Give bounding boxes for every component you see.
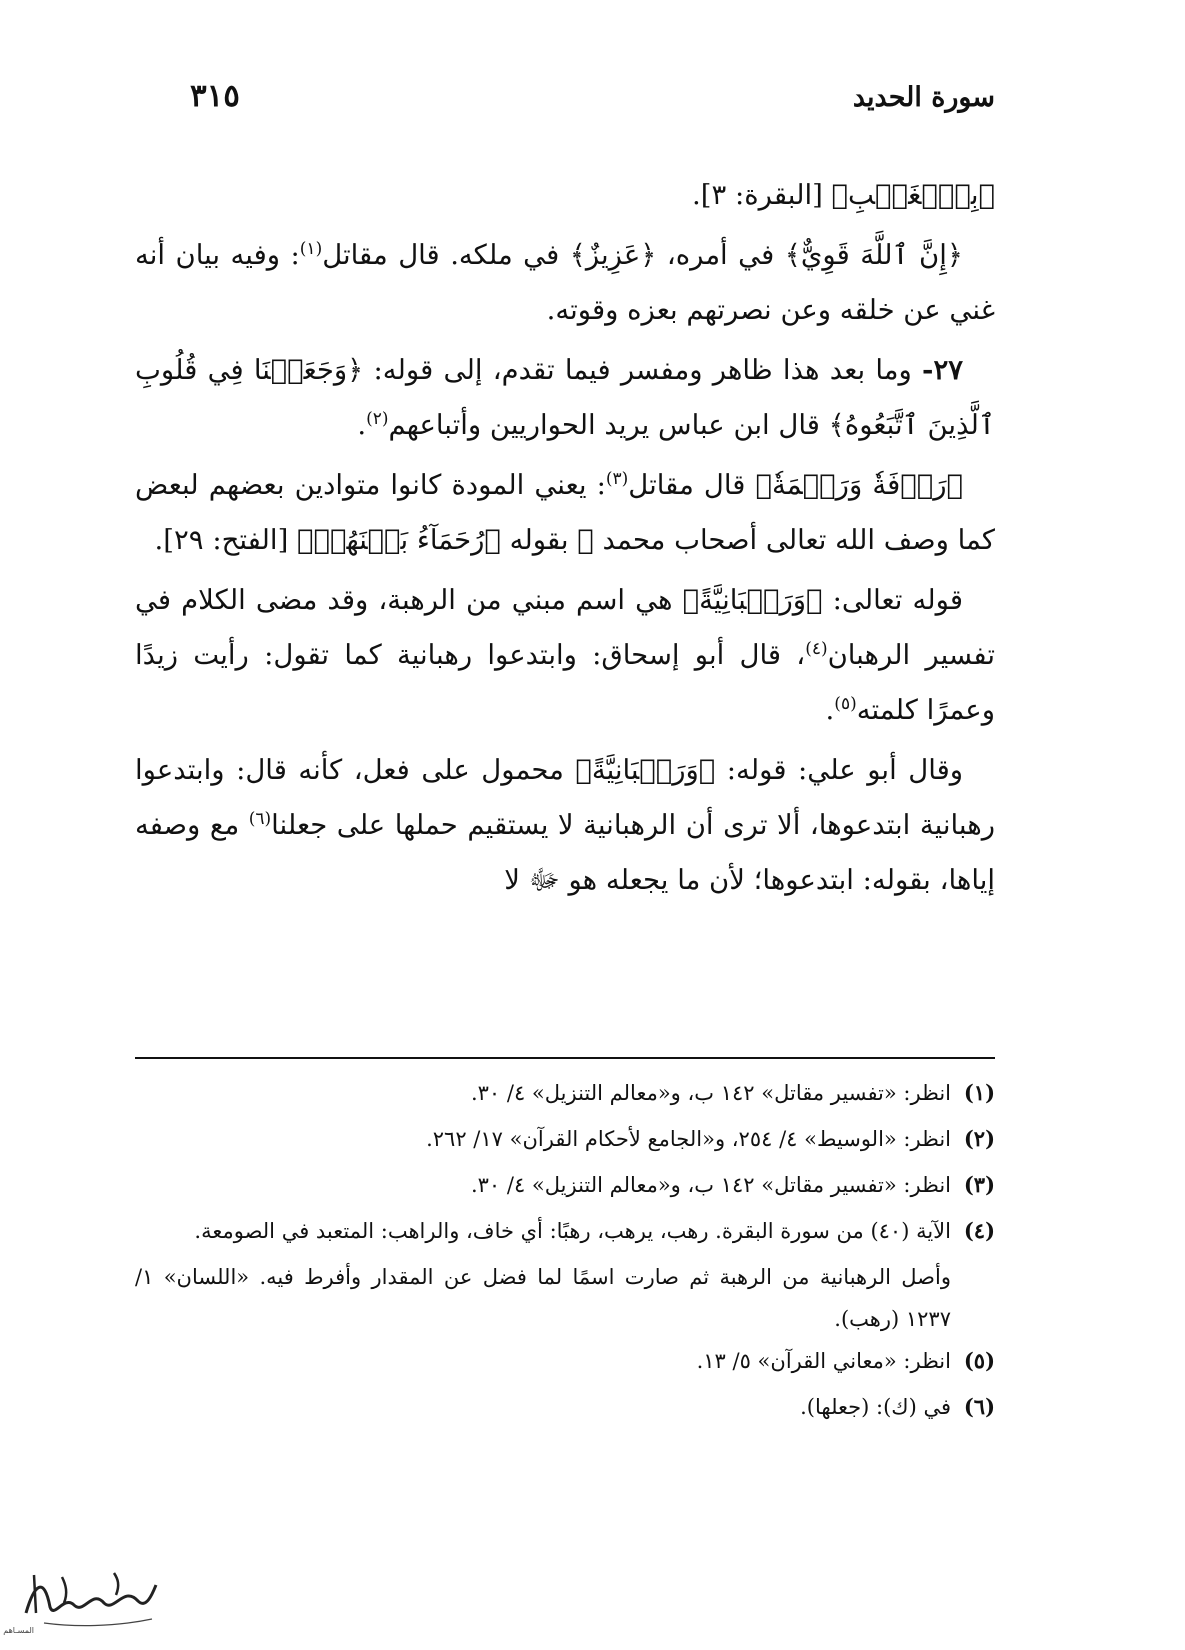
page-header — [190, 78, 995, 122]
paragraph-5-text-c: . — [825, 694, 835, 726]
footnote-1 — [135, 1072, 995, 1114]
footnote-ref-2[interactable]: (٢) — [366, 408, 389, 429]
footnote-number: (٤) — [963, 1218, 995, 1243]
paragraph-3-text-b: . — [357, 409, 367, 441]
paragraph-3-text-a: وما بعد هذا ظاهر ومفسر فيما تقدم، إلى قوله: ﴿وَجَعَلۡنَا فِي قُلُوبِ ٱلَّذِينَ ٱتَّبَعُوهُ﴾ قال ابن عباس يريد الحواريين وأتباعهم — [135, 354, 995, 441]
footnote-number: (٣) — [963, 1172, 995, 1197]
paragraph-2 — [135, 228, 995, 338]
paragraph-3 — [135, 343, 995, 453]
verse-number: ٢٧- — [922, 354, 963, 386]
footnote-5 — [135, 1340, 995, 1382]
paragraph-5-text-a: قوله تعالى: ﴿وَرَهۡبَانِيَّةً﴾ هي اسم مبني من الرهبة، وقد مضى الكلام في تفسير الرهبان — [135, 584, 995, 671]
footnote-3 — [135, 1164, 995, 1206]
paragraph-4-text-b: : يعني المودة كانوا متوادين بعضهم لبعض كما وصف الله تعالى أصحاب محمد ﷺ بقوله ﴿رُحَمَآءُ بَيۡنَهُمۡ﴾ [الفتح: ٢٩]. — [135, 469, 995, 556]
footnote-text: انظر: «تفسير مقاتل» ١٤٢ ب، و«معالم التنزيل» ٤/ ٣٠. — [470, 1173, 951, 1197]
paragraph-6-text-a: وقال أبو علي: قوله: ﴿وَرَهۡبَانِيَّةً﴾ محمول على فعل، كأنه قال: وابتدعوا رهبانية ابتدعوها، ألا ترى أن الرهبانية لا يستقيم حملها على جعلنا — [135, 754, 995, 841]
footnote-6 — [135, 1386, 995, 1428]
paragraph-5-text-b: ، قال أبو إسحاق: وابتدعوا رهبانية كما تقول: رأيت زيدًا وعمرًا كلمته — [135, 639, 995, 726]
running-title: سورة الحديد — [852, 82, 995, 113]
paragraph-2-text-b: : وفيه بيان أنه غني عن خلقه وعن نصرتهم بعزه وقوته. — [135, 239, 995, 326]
footnote-text: في (ك): (جعلها). — [800, 1395, 951, 1419]
main-text — [135, 168, 995, 913]
paragraph-4 — [135, 458, 995, 568]
paragraph-1 — [135, 168, 995, 223]
publisher-logo — [3, 1555, 164, 1635]
paragraph-6 — [135, 743, 995, 908]
footnote-text: انظر: «معاني القرآن» ٥/ ١٣. — [696, 1349, 951, 1373]
footnote-number: (٢) — [963, 1126, 995, 1151]
logo-text: المسـاهم — [3, 1626, 34, 1635]
footnote-number: (٥) — [963, 1348, 995, 1373]
paragraph-5 — [135, 573, 995, 738]
footnote-separator — [135, 1057, 995, 1059]
footnotes — [135, 1072, 995, 1432]
paragraph-6-text-b: مع وصفه إياها، بقوله: ابتدعوها؛ لأن ما يجعله هو ﷻ لا — [135, 809, 995, 896]
paragraph-4-text-a: ﴿رَأۡفَةٗ وَرَحۡمَةٗ﴾ قال مقاتل — [628, 469, 963, 501]
footnote-text: الآية (٤٠) من سورة البقرة. رهب، يرهب، رهبًا: أي خاف، والراهب: المتعبد في الصومعة. — [194, 1219, 951, 1243]
footnote-4 — [135, 1210, 995, 1252]
footnote-ref-3[interactable]: (٣) — [605, 468, 629, 489]
paragraph-2-text-a: ﴿إِنَّ ٱللَّهَ قَوِيٌّ﴾ في أمره، ﴿عَزِيزٌ﴾ في ملكه. قال مقاتل — [322, 239, 964, 271]
page-number: ٣١٥ — [190, 78, 240, 114]
logo-underline — [44, 1619, 152, 1626]
footnote-2 — [135, 1118, 995, 1160]
footnote-number: (٦) — [963, 1394, 995, 1419]
footnote-ref-6[interactable]: (٦) — [248, 808, 272, 829]
paragraph-1-text: ﴿بِٱلۡغَيۡبِ﴾ [البقرة: ٣]. — [692, 179, 995, 211]
footnote-number: (١) — [963, 1080, 995, 1105]
footnote-ref-4[interactable]: (٤) — [805, 638, 828, 659]
footnote-text: انظر: «الوسيط» ٤/ ٢٥٤، و«الجامع لأحكام القرآن» ١٧/ ٢٦٢. — [426, 1127, 951, 1151]
footnote-text: انظر: «تفسير مقاتل» ١٤٢ ب، و«معالم التنزيل» ٤/ ٣٠. — [470, 1081, 951, 1105]
footnote-ref-1[interactable]: (١) — [299, 238, 323, 259]
footnote-4-continuation: وأصل الرهبانية من الرهبة ثم صارت اسمًا لما فضل عن المقدار وأفرط فيه. «اللسان» ١/ ١٢٣٧ (رهب). — [135, 1265, 951, 1331]
footnote-ref-5[interactable]: (٥) — [834, 693, 857, 714]
logo-calligraphy-stroke — [26, 1585, 156, 1613]
